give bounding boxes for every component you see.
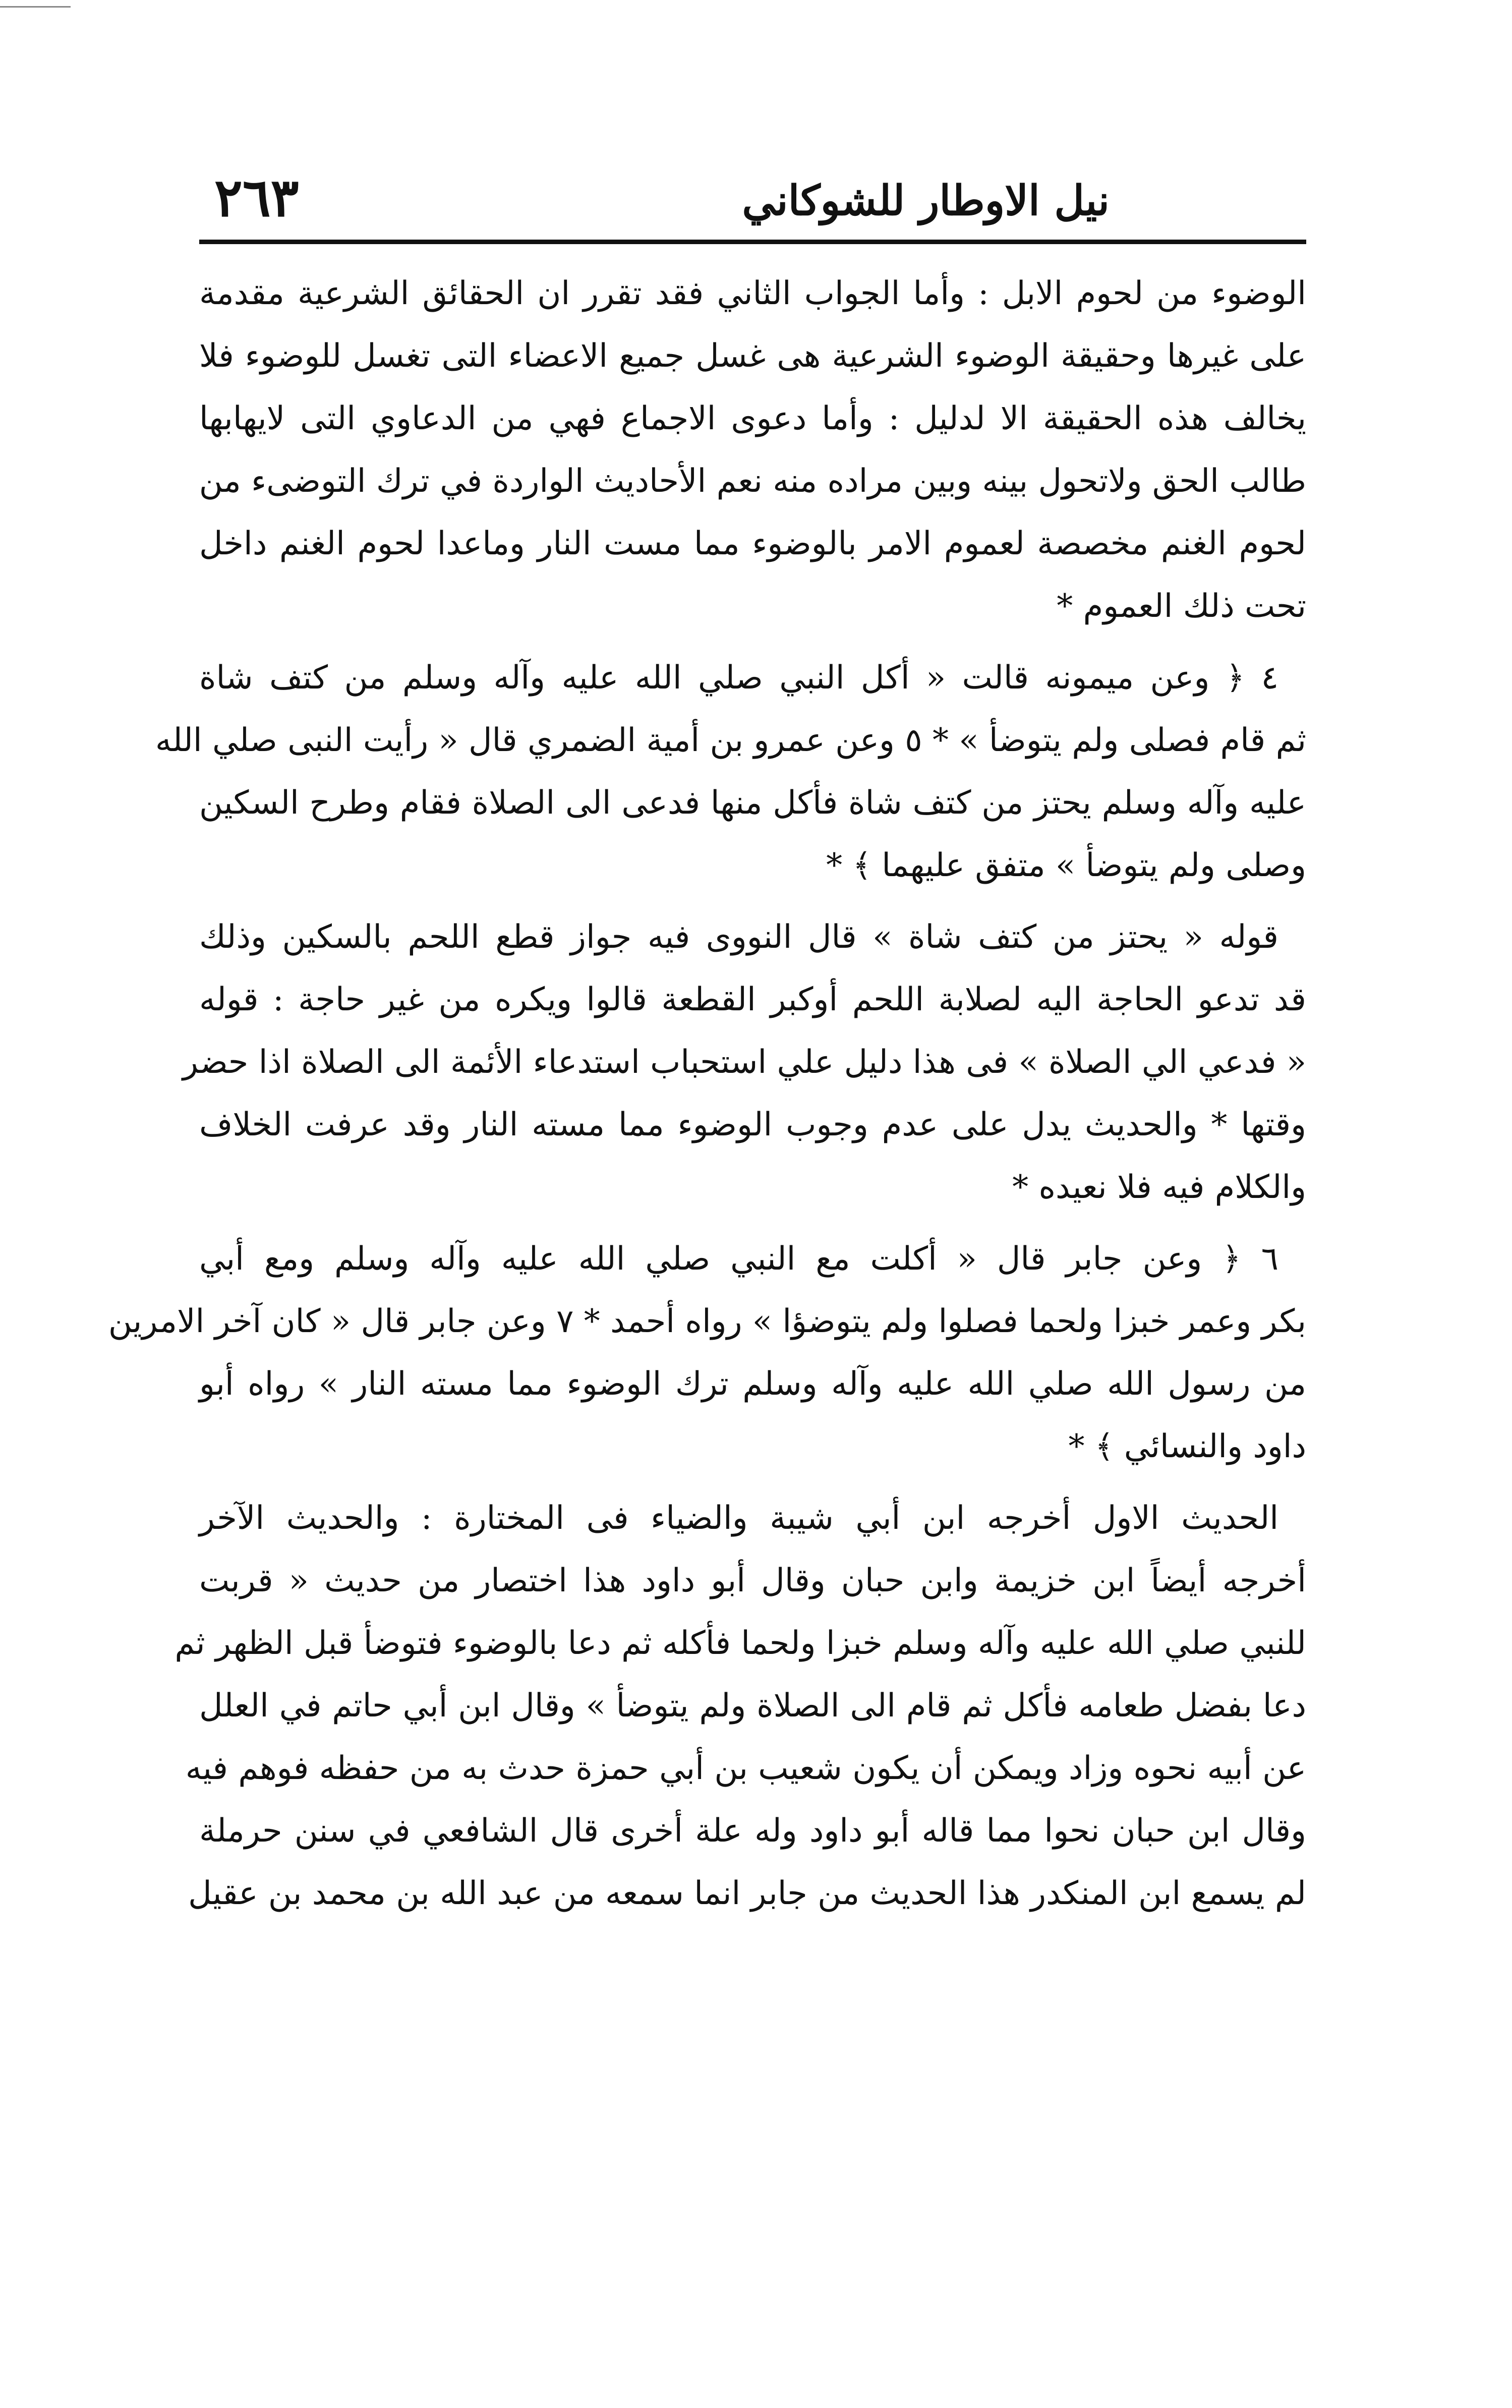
text-line: ٤ ﴿ وعن ميمونه قالت « أكل النبي صلي الله عليه وآله وسلم من كتف شاة (199, 659, 1278, 697)
text-line: أخرجه أيضاً ابن خزيمة وابن حبان وقال أبو داود هذا اختصار من حديث « قربت (199, 1562, 1306, 1599)
text-line: تحت ذلك العموم * (1057, 588, 1306, 625)
commentary-paragraph (175, 1487, 1306, 1925)
text-line: لحوم الغنم مخصصة لعموم الامر بالوضوء مما مست النار وماعدا لحوم الغنم داخل (199, 525, 1307, 562)
page-header (199, 166, 1306, 237)
text-line: والكلام فيه فلا نعيده * (1012, 1169, 1306, 1206)
text-line: ثم قام فصلى ولم يتوضأ » * ٥ وعن عمرو بن أمية الضمري قال « رأيت النبى صلي الله (155, 722, 1306, 759)
commentary-paragraph (182, 906, 1307, 1219)
text-line: لم يسمع ابن المنكدر هذا الحديث من جابر انما سمعه من عبد الله بن محمد بن عقيل (188, 1875, 1306, 1912)
text-line: قوله « يحتز من كتف شاة » قال النووى فيه جواز قطع اللحم بالسكين وذلك (199, 919, 1278, 956)
paragraph (199, 262, 1306, 638)
text-line: قد تدعو الحاجة اليه لصلابة اللحم أوكبر القطعة قالوا ويكره من غير حاجة : قوله (199, 981, 1307, 1018)
page-number: ٢٦٣ (214, 166, 299, 228)
text-line: عليه وآله وسلم يحتز من كتف شاة فأكل منها فدعى الى الصلاة فقام وطرح السكين (199, 784, 1306, 822)
text-line: عن أبيه نحوه وزاد ويمكن أن يكون شعيب بن أبي حمزة حدث به من حفظه فوهم فيه (185, 1750, 1306, 1787)
header-rule (199, 240, 1306, 244)
text-line: وقال ابن حبان نحوا مما قاله أبو داود وله علة أخرى قال الشافعي في سنن حرملة (199, 1812, 1306, 1850)
scan-edge-mark (0, 6, 71, 8)
text-line: « فدعي الي الصلاة » فى هذا دليل علي استحباب استدعاء الأئمة الى الصلاة اذا حضر (182, 1044, 1306, 1081)
text-line: ٦ ﴿ وعن جابر قال « أكلت مع النبي صلي الله عليه وآله وسلم ومع أبي (199, 1240, 1278, 1278)
text-line: الوضوء من لحوم الابل : وأما الجواب الثاني فقد تقرر ان الحقائق الشرعية مقدمة (199, 275, 1306, 312)
text-line: على غيرها وحقيقة الوضوء الشرعية هى غسل جميع الاعضاء التى تغسل للوضوء فلا (199, 337, 1307, 375)
text-line: وقتها * والحديث يدل على عدم وجوب الوضوء مما مسته النار وقد عرفت الخلاف (199, 1106, 1306, 1143)
text-line: للنبي صلي الله عليه وآله وسلم خبزا ولحما فأكله ثم دعا بالوضوء فتوضأ قبل الظهر ثم (175, 1625, 1306, 1662)
text-line: داود والنسائي ﴾ * (1068, 1428, 1306, 1465)
text-line: دعا بفضل طعامه فأكل ثم قام الى الصلاة ولم يتوضأ » وقال ابن أبي حاتم في العلل (199, 1687, 1306, 1725)
text-line: يخالف هذه الحقيقة الا لدليل : وأما دعوى الاجماع فهي من الدعاوي التى لايهابها (199, 400, 1306, 437)
text-line: بكر وعمر خبزا ولحما فصلوا ولم يتوضؤا » رواه أحمد * ٧ وعن جابر قال « كان آخر الامرين (108, 1303, 1306, 1340)
body-text (108, 262, 1307, 1925)
text-line: من رسول الله صلي الله عليه وآله وسلم ترك الوضوء مما مسته النار » رواه أبو (199, 1365, 1306, 1403)
hadith-paragraph (155, 647, 1306, 897)
hadith-paragraph (108, 1228, 1306, 1478)
text-line: طالب الحق ولاتحول بينه وبين مراده منه نعم الأحاديث الواردة في ترك التوضىء من (199, 463, 1306, 500)
text-line: وصلى ولم يتوضأ » متفق عليهما ﴾ * (826, 847, 1306, 884)
text-line: الحديث الاول أخرجه ابن أبي شيبة والضياء فى المختارة : والحديث الآخر (199, 1500, 1279, 1537)
running-title: نيل الاوطار للشوكاني (742, 177, 1110, 225)
